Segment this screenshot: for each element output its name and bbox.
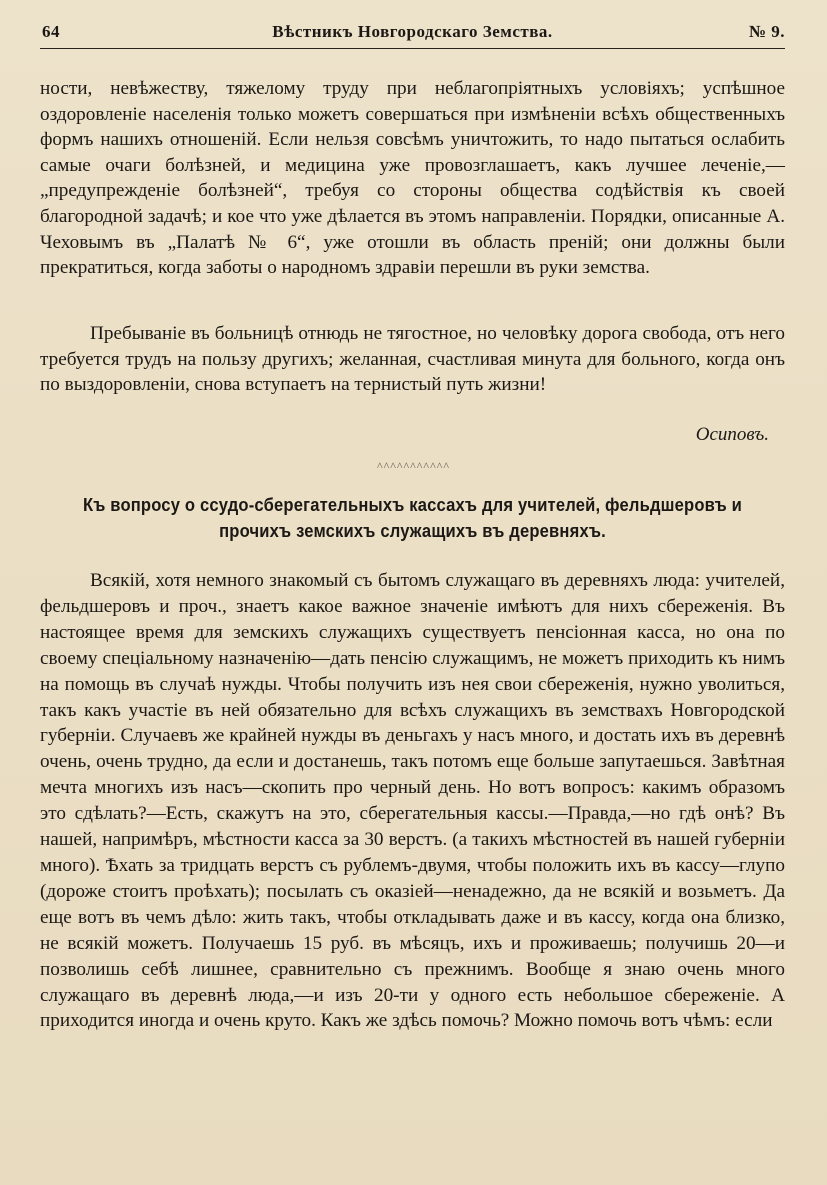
article1-paragraph-1: ности, невѣжеству, тяжелому труду при неблагопріятныхъ условіяхъ; успѣшное оздоровленіе населенія только можетъ совершаться при измѣненіи всѣхъ общественныхъ формъ нашихъ отношеній. Если нельзя совсѣмъ уничтожить, то надо пытаться ослабить самые очаги болѣзней, и медицина уже провозглашаетъ, какъ лучшее леченіе,—„предупрежденіе болѣзней“, требуя со стороны общества содѣйствія къ своей благородной задачѣ; и кое что уже дѣлается въ этомъ направленіи. Порядки, описанные А. Чеховымъ въ „Палатѣ № 6“, уже отошли въ область преній; они должны были прекратиться, когда заботы о народномъ здравіи перешли въ руки земства. <box>40 78 785 279</box>
page-number: 64 <box>42 22 60 41</box>
journal-title: Вѣстникъ Новгородскаго Земства. <box>272 22 553 41</box>
article2-heading: Къ вопросу о ссудо-сберегательныхъ кассахъ для учителей, фельдшеровъ и прочихъ земскихъ служащихъ въ деревняхъ. <box>82 495 743 541</box>
issue-number: № 9. <box>748 22 785 41</box>
author-signature: Осиповъ. <box>695 424 769 445</box>
article2-paragraph-1: Всякій, хотя немного знакомый съ бытомъ служащаго въ деревняхъ люда: учителей, фельдшеровъ и проч., знаетъ какое важное значеніе имѣютъ для нихъ сбереженія. Въ настоящее время для земскихъ служащихъ существуетъ пенсіонная касса, но она по своему спеціальному назначенію—дать пенсію служащимъ, не можетъ приходить къ нимъ на помощь въ случаѣ нужды. Чтобы получить изъ нея свои сбереженія, нужно уволиться, такъ какъ участіе въ ней обязательно для всѣхъ служащихъ въ земствахъ Новгородской губерніи. Случаевъ же крайней нужды въ деньгахъ у насъ много, и достать ихъ въ деревнѣ очень, очень трудно, да если и достанешь, такъ потомъ еще больше запутаешься. Завѣтная мечта многихъ изъ насъ—скопить про черный день. Но вотъ вопросъ: какимъ образомъ это сдѣлать?—Есть, скажутъ на это, сберегательныя кассы.—Правда,—но гдѣ онѣ? Въ нашей, напримѣръ, мѣстности касса за 30 верстъ. (а такихъ мѣстностей въ нашей губерніи много). Ѣхать за тридцать верстъ съ рублемъ-двумя, чтобы положить ихъ въ кассу—глупо (дороже стоитъ проѣхать); посылать съ оказіей—ненадежно, да не всякій и возьметъ. Да еще вотъ въ чемъ дѣло: жить такъ, чтобы откладывать даже и въ кассу, когда она близко, не всякій можетъ. Получаешь 15 руб. въ мѣсяцъ, ихъ и проживаешь; получишь 20—и позволишь себѣ лишнее, сравнительно съ прежнимъ. Вообще я знаю очень много служащаго въ деревнѣ люда,—и изъ 20-ти у одного есть небольшое сбереженіе. А приходится иногда и очень круто. Какъ же здѣсь помочь? Можно помочь вотъ чѣмъ: если <box>40 570 785 1032</box>
article1-paragraph-2: Пребываніе въ больницѣ отнюдь не тягостное, но человѣку дорога свобода, отъ него требуется трудъ на пользу другихъ; желанная, счастливая минута для больного, когда онъ по выздоровленіи, снова вступаетъ на тернистый путь жизни! <box>40 323 785 396</box>
section-ornament: ^^^^^^^^^^^ <box>377 459 450 473</box>
running-header <box>40 20 785 49</box>
